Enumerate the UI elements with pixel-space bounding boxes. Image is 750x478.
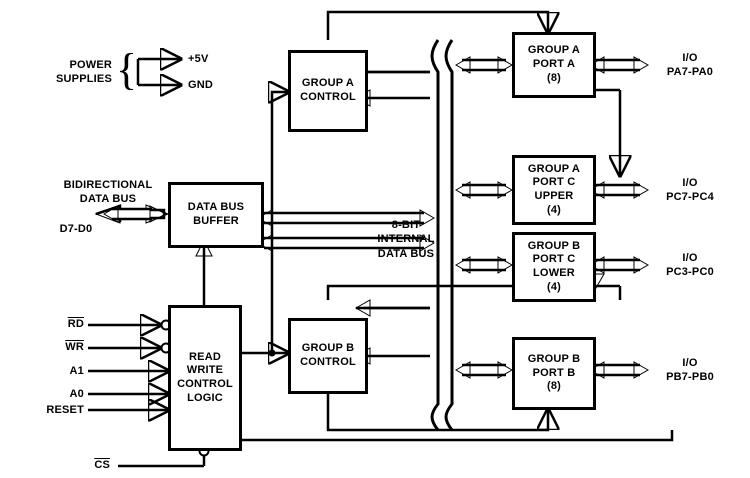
- port-a-line-0: GROUP A: [527, 44, 581, 57]
- port-c-upper-line-0: GROUP A: [527, 162, 581, 175]
- rwcl-line-3: LOGIC: [187, 391, 223, 404]
- power-brace: {: [116, 45, 138, 94]
- plus5v-label: +5V: [188, 53, 209, 65]
- group-b-control-block: [288, 318, 368, 394]
- port-c-upper-line-1: PORT C: [532, 176, 576, 189]
- read-write-control-logic-block: [168, 305, 242, 451]
- data-bus-buffer-line-0: DATA BUS: [187, 201, 245, 214]
- group-a-control-line-0: GROUP A: [301, 77, 355, 90]
- group-a-port-c-upper-block: [512, 155, 596, 225]
- port-c-upper-line-3: (4): [546, 203, 562, 216]
- bidirectional-data-bus-label: BIDIRECTIONAL DATA BUS: [63, 179, 153, 206]
- group-a-control-line-1: CONTROL: [300, 91, 356, 103]
- group-b-control-line-0: GROUP B: [301, 342, 355, 355]
- port-c-lower-line-0: GROUP B: [527, 239, 581, 252]
- port-c-upper-line-2: UPPER: [534, 190, 574, 202]
- data-bus-buffer-line-1: BUFFER: [193, 215, 239, 227]
- port-c-lower-line-1: PORT C: [532, 253, 576, 266]
- group-b-port-b-block: [512, 337, 596, 410]
- port-b-line-1: PORT B: [532, 366, 576, 379]
- data-bus-buffer-block: [168, 182, 264, 248]
- power-supplies-label: POWER SUPPLIES: [55, 59, 112, 86]
- port-b-line-2: (8): [546, 380, 562, 393]
- a0-label: A0: [69, 388, 84, 400]
- group-b-control-line-1: CONTROL: [300, 356, 356, 368]
- group-a-control-block: [288, 50, 368, 132]
- data-lines-label: D7-D0: [59, 223, 93, 235]
- wr-label: $\overline{WR}$: [65, 341, 84, 353]
- group-b-port-c-lower-block: [512, 232, 596, 302]
- port-a-line-1: PORT A: [532, 58, 576, 71]
- port-a-line-2: (8): [546, 71, 562, 84]
- reset-label: RESET: [46, 404, 84, 416]
- rwcl-line-2: CONTROL: [177, 378, 233, 390]
- gnd-label: GND: [188, 79, 214, 91]
- cs-label: $\overline{CS}$: [94, 459, 110, 471]
- io-pcu-label: I/O PC7-PC4: [666, 177, 714, 204]
- rd-label: $\overline{RD}$: [67, 318, 84, 330]
- port-c-lower-line-3: (4): [546, 280, 562, 293]
- port-c-lower-line-2: LOWER: [533, 267, 575, 279]
- rwcl-line-0: READ: [189, 350, 221, 363]
- port-b-line-0: GROUP B: [527, 352, 581, 365]
- io-pb-label: I/O PB7-PB0: [666, 357, 714, 384]
- group-a-port-a-block: [512, 32, 596, 98]
- internal-data-bus-label: 8-BIT INTERNAL DATA BUS: [377, 219, 435, 260]
- rwcl-line-1: WRITE: [186, 364, 224, 377]
- a1-label: A1: [69, 365, 84, 377]
- io-pcl-label: I/O PC3-PC0: [666, 252, 714, 279]
- io-pa-label: I/O PA7-PA0: [666, 52, 714, 79]
